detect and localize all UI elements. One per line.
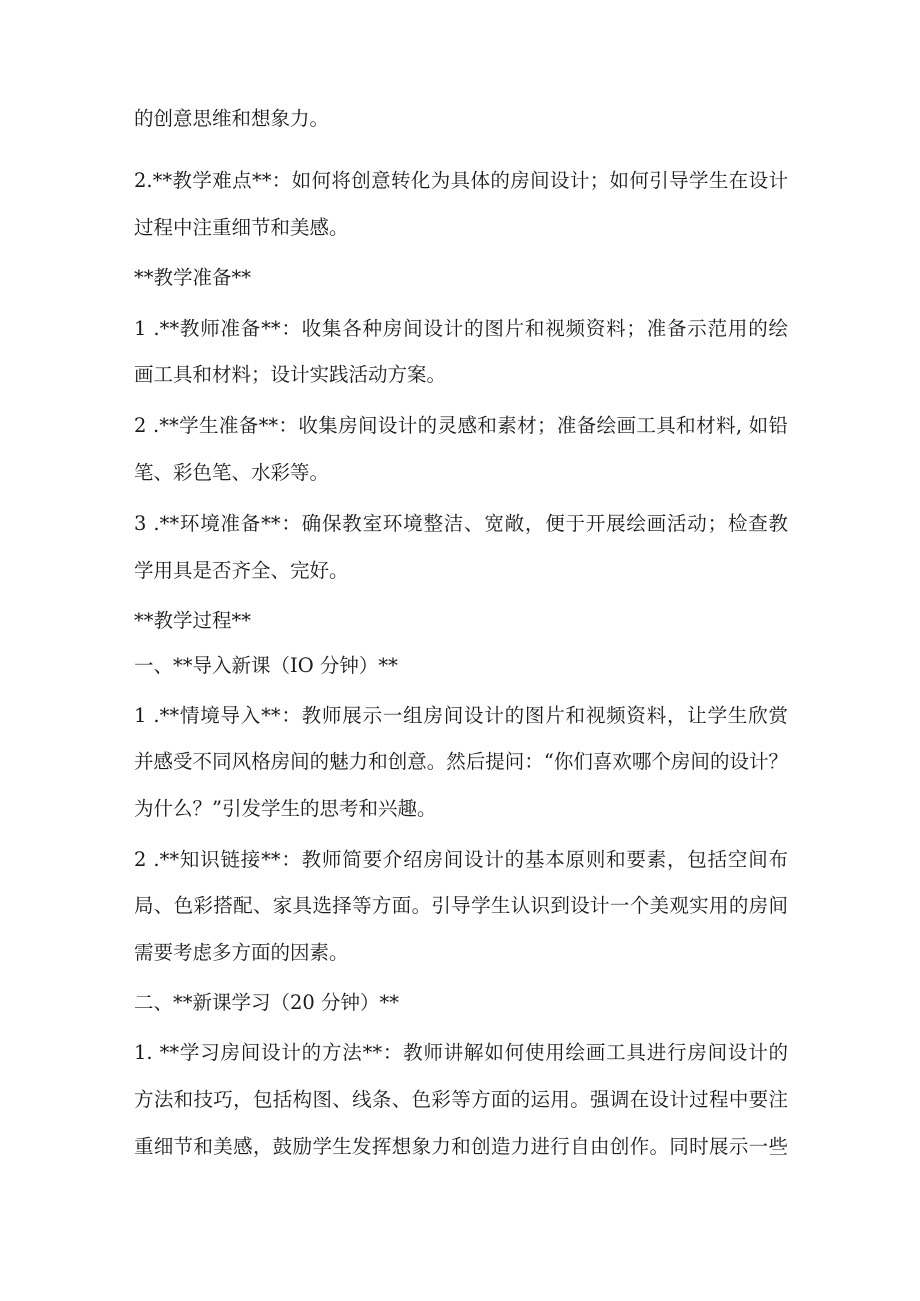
subsection-heading: 二、**新课学习（20 分钟）** [134, 991, 400, 1014]
text-line: 1. **学习房间设计的方法**：教师讲解如何使用绘画工具进行房间设计的 [134, 1041, 788, 1064]
text-line: 过程中注重细节和美感。 [134, 216, 349, 239]
text-line: 1 .**教师准备**：收集各种房间设计的图片和视频资料；准备示范用的绘 [134, 317, 788, 340]
text-line: 2 .**知识链接**：教师简要介绍房间设计的基本原则和要素，包括空间布 [134, 848, 788, 871]
text-line: 学用具是否齐全、完好。 [134, 559, 349, 582]
subsection-heading: 一、**导入新课（IO 分钟）** [134, 654, 398, 677]
text-line: 重细节和美感，鼓励学生发挥想象力和创造力进行自由创作。同时展示一些 [134, 1135, 788, 1158]
text-line: 笔、彩色笔、水彩等。 [134, 461, 330, 484]
section-heading: **教学过程** [134, 609, 252, 632]
text-line: 并感受不同风格房间的魅力和创意。然后提问：“你们喜欢哪个房间的设计？ [134, 750, 788, 773]
text-line: 方法和技巧，包括构图、线条、色彩等方面的运用。强调在设计过程中要注 [134, 1088, 788, 1111]
text-line: 为什么？”引发学生的思考和兴趣。 [134, 797, 437, 820]
text-line: 需要考虑多方面的因素。 [134, 941, 349, 964]
text-line: 2 .**学生准备**：收集房间设计的灵感和素材；准备绘画工具和材料, 如铅 [134, 414, 788, 437]
section-heading: **教学准备** [134, 266, 252, 289]
text-line: 局、色彩搭配、家具选择等方面。引导学生认识到设计一个美观实用的房间 [134, 894, 788, 917]
text-line: 的创意思维和想象力。 [134, 107, 330, 130]
text-line: 1 .**情境导入**：教师展示一组房间设计的图片和视频资料，让学生欣赏 [134, 704, 788, 727]
text-line: 画工具和材料；设计实践活动方案。 [134, 363, 447, 386]
text-line: 3 .**环境准备**：确保教室环境整洁、宽敞，便于开展绘画活动；检查教 [134, 512, 788, 535]
text-line: 2.**教学难点**：如何将创意转化为具体的房间设计；如何引导学生在设计 [134, 169, 788, 192]
